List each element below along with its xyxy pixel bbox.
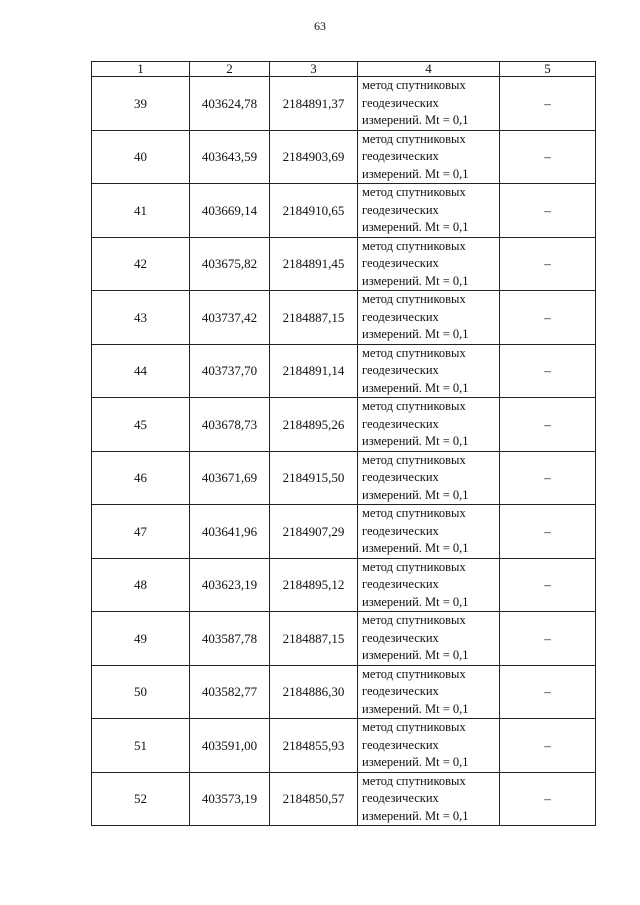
method-line: метод спутниковых xyxy=(362,452,466,467)
method-line: метод спутниковых xyxy=(362,613,466,627)
point-number-cell: 44 xyxy=(92,344,190,398)
table-row xyxy=(92,184,596,238)
note-cell: – xyxy=(500,719,596,773)
y-coordinate-cell: 2184895,12 xyxy=(270,558,358,612)
method-cell xyxy=(358,237,500,291)
method-line: геодезических xyxy=(362,416,439,431)
coordinates-table xyxy=(91,61,596,826)
method-cell xyxy=(358,665,500,719)
point-number-cell: 43 xyxy=(92,291,190,345)
method-line: метод спутниковых xyxy=(362,559,466,574)
note-cell: – xyxy=(500,558,596,612)
point-number-cell: 50 xyxy=(92,665,190,719)
method-cell xyxy=(358,184,500,238)
method-line: измерений. Mt = 0,1 xyxy=(362,220,469,234)
method-cell xyxy=(358,291,500,345)
y-coordinate-cell: 2184891,45 xyxy=(270,237,358,291)
table-row xyxy=(92,612,596,666)
method-line: метод спутниковых xyxy=(362,345,466,360)
method-cell xyxy=(358,558,500,612)
x-coordinate-cell: 403737,42 xyxy=(190,291,270,345)
x-coordinate-cell: 403623,19 xyxy=(190,558,270,612)
method-line: метод спутниковых xyxy=(362,238,466,253)
y-coordinate-cell: 2184891,37 xyxy=(270,77,358,131)
table-row xyxy=(92,505,596,559)
method-line: метод спутниковых xyxy=(362,185,466,199)
point-number-cell: 49 xyxy=(92,612,190,666)
x-coordinate-cell: 403678,73 xyxy=(190,398,270,452)
x-coordinate-cell: 403675,82 xyxy=(190,237,270,291)
method-cell xyxy=(358,719,500,773)
table-row xyxy=(92,130,596,184)
x-coordinate-cell: 403624,78 xyxy=(190,77,270,131)
method-line: геодезических xyxy=(362,523,439,538)
y-coordinate-cell: 2184891,14 xyxy=(270,344,358,398)
method-line: измерений. Mt = 0,1 xyxy=(362,380,469,395)
point-number-cell: 45 xyxy=(92,398,190,452)
x-coordinate-cell: 403643,59 xyxy=(190,130,270,184)
table-row xyxy=(92,77,596,131)
method-cell xyxy=(358,344,500,398)
point-number-cell: 47 xyxy=(92,505,190,559)
page-number: 63 xyxy=(314,19,326,33)
header-col-4: 4 xyxy=(358,62,500,77)
method-line: измерений. Mt = 0,1 xyxy=(362,808,469,823)
method-line: геодезических xyxy=(362,95,439,110)
table-row xyxy=(92,398,596,452)
note-cell: – xyxy=(500,398,596,452)
method-line: измерений. Mt = 0,1 xyxy=(362,273,469,288)
method-line: измерений. Mt = 0,1 xyxy=(362,648,469,662)
method-line: измерений. Mt = 0,1 xyxy=(362,166,469,181)
method-line: геодезических xyxy=(362,309,439,324)
x-coordinate-cell: 403669,14 xyxy=(190,184,270,238)
method-line: метод спутниковых xyxy=(362,292,466,306)
point-number-cell: 41 xyxy=(92,184,190,238)
method-line: измерений. Mt = 0,1 xyxy=(362,113,469,127)
y-coordinate-cell: 2184887,15 xyxy=(270,291,358,345)
header-col-3: 3 xyxy=(270,62,358,77)
x-coordinate-cell: 403573,19 xyxy=(190,772,270,826)
table-row xyxy=(92,665,596,719)
method-line: измерений. Mt = 0,1 xyxy=(362,594,469,609)
header-row xyxy=(92,62,596,77)
method-cell xyxy=(358,505,500,559)
method-line: геодезических xyxy=(362,202,439,217)
y-coordinate-cell: 2184855,93 xyxy=(270,719,358,773)
table-row xyxy=(92,451,596,505)
y-coordinate-cell: 2184886,30 xyxy=(270,665,358,719)
point-number-cell: 48 xyxy=(92,558,190,612)
note-cell: – xyxy=(500,77,596,131)
note-cell: – xyxy=(500,344,596,398)
table-body xyxy=(92,77,596,826)
method-line: геодезических xyxy=(362,363,439,377)
point-number-cell: 42 xyxy=(92,237,190,291)
method-line: геодезических xyxy=(362,577,439,591)
method-line: метод спутниковых xyxy=(362,399,466,413)
table-row xyxy=(92,719,596,773)
method-line: метод спутниковых xyxy=(362,131,466,146)
table-row xyxy=(92,237,596,291)
x-coordinate-cell: 403737,70 xyxy=(190,344,270,398)
method-cell xyxy=(358,398,500,452)
method-line: метод спутниковых xyxy=(362,506,466,520)
point-number-cell: 40 xyxy=(92,130,190,184)
x-coordinate-cell: 403641,96 xyxy=(190,505,270,559)
point-number-cell: 39 xyxy=(92,77,190,131)
header-col-5: 5 xyxy=(500,62,596,77)
method-line: измерений. Mt = 0,1 xyxy=(362,327,469,341)
point-number-cell: 46 xyxy=(92,451,190,505)
x-coordinate-cell: 403671,69 xyxy=(190,451,270,505)
y-coordinate-cell: 2184887,15 xyxy=(270,612,358,666)
method-line: геодезических xyxy=(362,630,439,645)
method-line: метод спутниковых xyxy=(362,720,466,734)
method-cell xyxy=(358,130,500,184)
method-line: геодезических xyxy=(362,149,439,163)
table-row xyxy=(92,344,596,398)
header-col-1: 1 xyxy=(92,62,190,77)
method-line: геодезических xyxy=(362,737,439,752)
method-cell xyxy=(358,451,500,505)
note-cell: – xyxy=(500,237,596,291)
note-cell: – xyxy=(500,130,596,184)
note-cell: – xyxy=(500,665,596,719)
method-line: измерений. Mt = 0,1 xyxy=(362,434,469,448)
note-cell: – xyxy=(500,184,596,238)
y-coordinate-cell: 2184915,50 xyxy=(270,451,358,505)
table-row xyxy=(92,558,596,612)
x-coordinate-cell: 403591,00 xyxy=(190,719,270,773)
method-line: измерений. Mt = 0,1 xyxy=(362,487,469,502)
note-cell: – xyxy=(500,451,596,505)
method-line: геодезических xyxy=(362,470,439,484)
method-line: геодезических xyxy=(362,684,439,698)
y-coordinate-cell: 2184895,26 xyxy=(270,398,358,452)
method-line: метод спутниковых xyxy=(362,78,466,92)
method-line: измерений. Mt = 0,1 xyxy=(362,541,469,555)
method-line: геодезических xyxy=(362,791,439,805)
method-line: метод спутниковых xyxy=(362,666,466,681)
method-line: геодезических xyxy=(362,256,439,270)
note-cell: – xyxy=(500,291,596,345)
note-cell: – xyxy=(500,612,596,666)
point-number-cell: 52 xyxy=(92,772,190,826)
note-cell: – xyxy=(500,505,596,559)
y-coordinate-cell: 2184903,69 xyxy=(270,130,358,184)
note-cell: – xyxy=(500,772,596,826)
method-line: измерений. Mt = 0,1 xyxy=(362,755,469,769)
header-col-2: 2 xyxy=(190,62,270,77)
table-row xyxy=(92,291,596,345)
point-number-cell: 51 xyxy=(92,719,190,773)
method-cell xyxy=(358,772,500,826)
y-coordinate-cell: 2184910,65 xyxy=(270,184,358,238)
method-line: метод спутниковых xyxy=(362,773,466,788)
y-coordinate-cell: 2184907,29 xyxy=(270,505,358,559)
y-coordinate-cell: 2184850,57 xyxy=(270,772,358,826)
table-row xyxy=(92,772,596,826)
table-header xyxy=(92,62,596,77)
x-coordinate-cell: 403582,77 xyxy=(190,665,270,719)
x-coordinate-cell: 403587,78 xyxy=(190,612,270,666)
method-cell xyxy=(358,612,500,666)
method-cell xyxy=(358,77,500,131)
method-line: измерений. Mt = 0,1 xyxy=(362,701,469,716)
